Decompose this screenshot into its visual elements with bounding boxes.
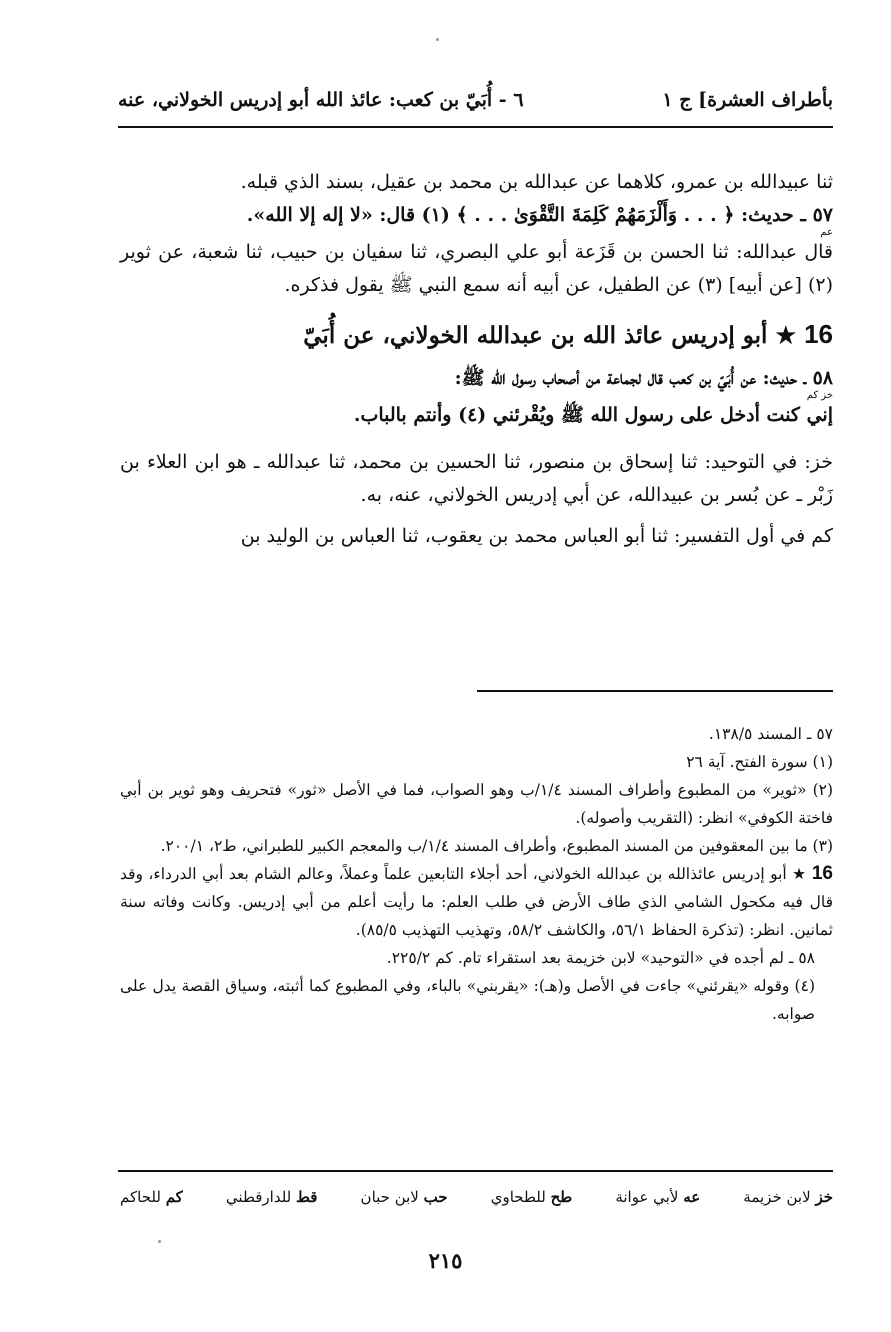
key-abbr: عه [683, 1188, 701, 1206]
header-rule [118, 126, 833, 128]
paragraph: ثنا عبيدالله بن عمرو، كلاهما عن عبدالله بن محمد بن عقيل، بسند الذي قبله. [240, 171, 833, 193]
takhrij-km: كم في أول التفسير: ثنا أبو العباس محمد بن يعقوب، ثنا العباس بن الوليد بن [240, 525, 833, 547]
footnote-rule [477, 690, 833, 692]
key-text: للدارقطني [225, 1188, 292, 1206]
sigla-58: خز كم [806, 390, 833, 401]
key-abbr: طح [550, 1188, 573, 1206]
hadith-57-isnad: قال عبدالله: ثنا الحسن بن قَزَعة أبو علي البصري، ثنا سفيان بن حبيب، ثنا شعبة، عن ثوير (٢) [عن أبيه] (٣) عن الطفيل، عن أبيه أنه سمع النبي ﷺ يقول فذكره. [120, 241, 833, 296]
key-item [226, 1188, 318, 1206]
header-chapter-title: ٦ - أُبَيّ بن كعب: عائذ الله أبو إدريس الخولاني، عنه [118, 89, 524, 111]
star-icon: ★ [792, 865, 807, 883]
key-abbr: قط [296, 1188, 318, 1206]
footnote-16-number: 16 [811, 863, 833, 884]
key-item [120, 1188, 183, 1206]
takhrij-khz: خز: في التوحيد: ثنا إسحاق بن منصور، ثنا الحسين بن محمد، ثنا عبدالله ـ هو ابن العلاء بن زَبْر ـ عن بُسر بن عبيدالله، عن أبي إدريس الخولاني، عنه، به. [120, 451, 833, 506]
footnote-1: (١) سورة الفتح. آية ٢٦ [686, 753, 833, 771]
main-text [120, 166, 833, 553]
sigla-57: عم [820, 227, 833, 238]
key-text: للطحاوي [490, 1188, 546, 1206]
key-item [615, 1188, 700, 1206]
footnote-16 [120, 860, 833, 944]
key-text: للحاكم [120, 1188, 161, 1206]
abbreviation-key [120, 1188, 833, 1206]
star-icon: ★ [775, 322, 797, 349]
key-item [361, 1188, 448, 1206]
hadith-58-heading: ٥٨ ـ حديث: عن أُبَيّ بن كعب قال لجماعة من أصحاب رسول الله ﷺ: [454, 367, 833, 389]
section-number: 16 [804, 319, 833, 349]
key-abbr: خز [815, 1188, 833, 1206]
running-header [118, 82, 833, 118]
speck [158, 1240, 161, 1243]
footnote-16-text: أبو إدريس عائذالله بن عبدالله الخولاني، أحد أجلاء التابعين علماً وعملاً، وعالم الشام بعد أبي الدرداء، وقد قال فيه مكحول الشامي الذي طاف الأرض في طلب العلم: ما رأيت أعلم من أبي إدريس. وكانت وفاته سنة ثمانين. انظر: (تذكرة الحفاظ ٥٦/١، والكاشف ٥٨/٢، وتهذيب التهذيب ٨٥/٥). [120, 865, 833, 939]
page-number: ٢١٥ [428, 1248, 463, 1273]
key-abbr: كم [165, 1188, 183, 1206]
footnote-58: ٥٨ ـ لم أجده في «التوحيد» لابن خزيمة بعد استقراء تام. كم ٢٢٥/٢. [386, 949, 815, 967]
footnote-3: (٣) ما بين المعقوفين من المسند المطبوع، وأطراف المسند ١/٤/ب والمعجم الكبير للطبراني، ط٢، ٢٠٠/١. [160, 837, 833, 855]
key-item [491, 1188, 572, 1206]
footnote-2: (٢) «ثوير» من المطبوع وأطراف المسند ١/٤/ب وهو الصواب، فما في الأصل «ثور» فتحريف وهو ثوير بن أبي فاختة الكوفي» انظر: (التقريب وأصوله). [120, 781, 834, 827]
footnotes [120, 720, 833, 1028]
hadith-58-text: إني كنت أدخل على رسول الله ﷺ ويُقْرئني (٤) وأنتم بالباب. [353, 404, 833, 426]
section-heading [120, 316, 833, 354]
key-abbr: حب [423, 1188, 448, 1206]
header-book-title: بأطراف العشرة] ج ١ [662, 89, 833, 111]
key-item [743, 1188, 833, 1206]
key-text: لابن حبان [360, 1188, 419, 1206]
speck [436, 38, 439, 41]
section-title: أبو إدريس عائذ الله بن عبدالله الخولاني، عن أُبَيّ [303, 322, 768, 349]
hadith-57-heading: ٥٧ ـ حديث: ﴿ . . . وَأَلْزَمَهُمْ كَلِمَةَ التَّقْوَىٰ . . . ﴾ (١) قال: «لا إله إلا الله». [246, 204, 833, 226]
footnote-4: (٤) وقوله «يقرئني» جاءت في الأصل و(هـ): «يقربني» بالباء، وفي المطبوع كما أثبته، وسياق القصة يدل على صوابه. [120, 977, 815, 1023]
key-rule [118, 1170, 833, 1172]
key-text: لابن خزيمة [743, 1188, 811, 1206]
footnote-57: ٥٧ ـ المسند ١٣٨/٥. [708, 725, 833, 743]
key-text: لأبي عوانة [615, 1188, 679, 1206]
